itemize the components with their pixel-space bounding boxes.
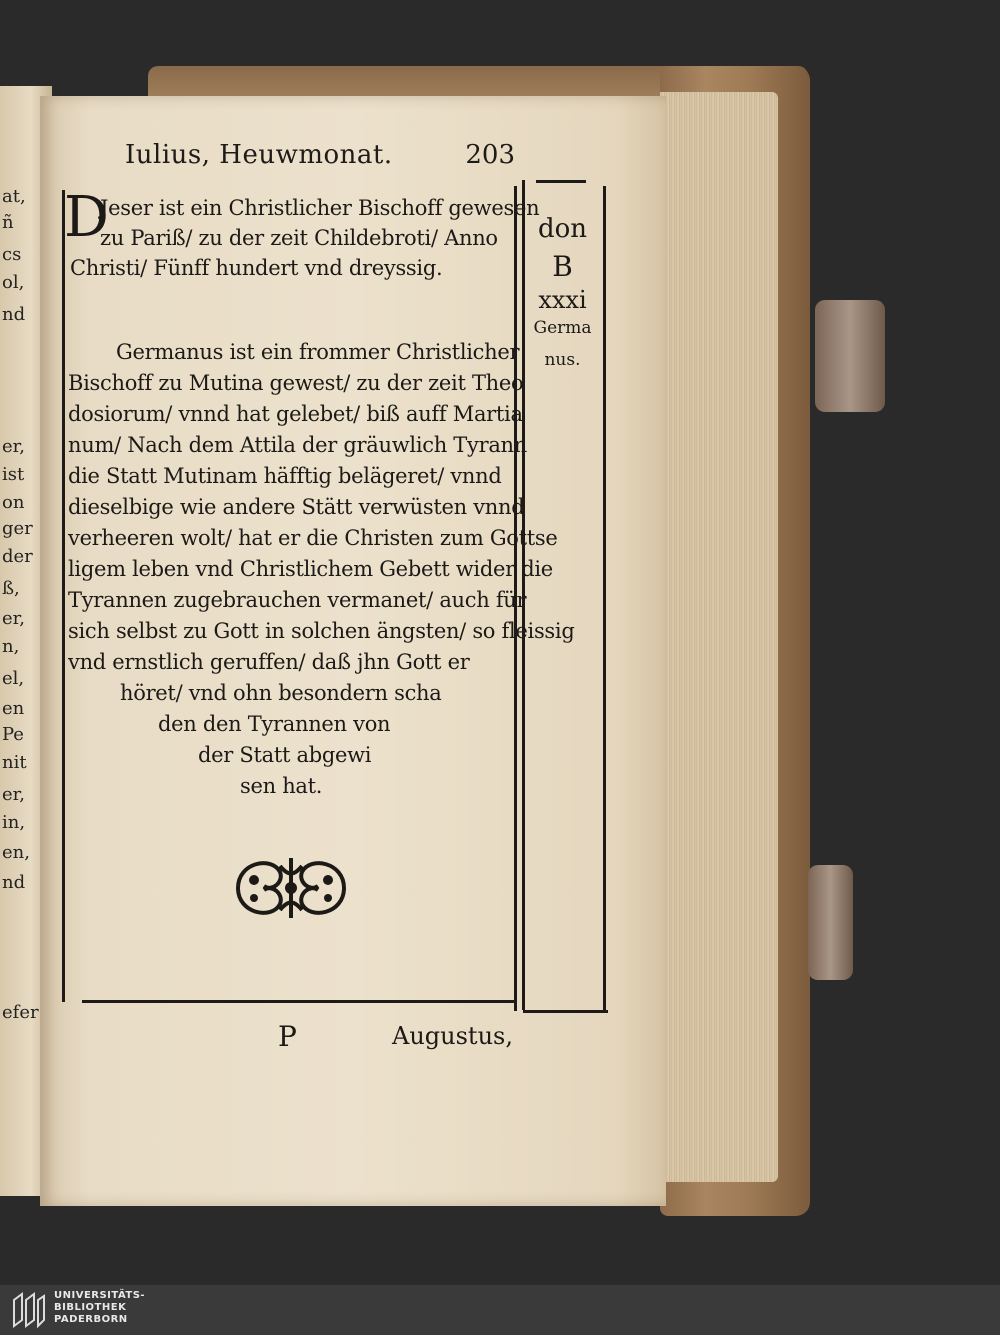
left-page-fragment: cs xyxy=(2,244,22,265)
margin-frame-top-rule xyxy=(536,180,586,183)
left-page-fragment: efer xyxy=(2,1002,39,1023)
left-page-fragment: nd xyxy=(2,304,26,325)
text-line: Jeser ist ein Christlicher Bischoff gewesen xyxy=(100,196,540,220)
text-line: Germanus ist ein frommer Christlicher xyxy=(116,340,520,364)
drop-cap: D xyxy=(64,185,109,250)
catchword: Augustus, xyxy=(392,1022,513,1050)
text-line: sen hat. xyxy=(240,774,323,798)
left-page-fragment: er, xyxy=(2,436,26,457)
text-line: dieselbige wie andere Stätt verwüsten vnnd xyxy=(68,495,525,519)
left-page-fragment: el, xyxy=(2,668,25,689)
page-title: Iulius, Heuwmonat. xyxy=(125,140,393,170)
margin-frame-right-rule xyxy=(603,186,606,1010)
text-line: ligem leben vnd Christlichem Gebett wider die xyxy=(68,557,553,581)
library-name-line1: UNIVERSITÄTS- xyxy=(54,1290,146,1301)
text-line: verheeren wolt/ hat er die Christen zum Gottse xyxy=(68,526,558,550)
left-page-fragment: n, xyxy=(2,636,20,657)
text-line: die Statt Mutinam häfftig belägeret/ vnnd xyxy=(68,464,502,488)
signature-mark: P xyxy=(278,1020,297,1053)
page-edges xyxy=(660,92,778,1182)
library-footer-bar xyxy=(0,1285,1000,1335)
left-page-fragment: er, xyxy=(2,784,26,805)
left-page-fragment: nit xyxy=(2,752,27,773)
margin-note-line: B xyxy=(552,250,573,283)
left-page-fragment: in, xyxy=(2,812,26,833)
left-page-fragment: at, xyxy=(2,186,26,207)
left-page-fragment: Pe xyxy=(2,724,24,745)
left-page-fragment: ist xyxy=(2,464,25,485)
text-line: den den Tyrannen von xyxy=(158,712,391,736)
left-page-fragment: nd xyxy=(2,872,26,893)
left-page-fragment: der xyxy=(2,546,33,567)
text-line: vnd ernstlich geruffen/ daß jhn Gott er xyxy=(68,650,470,674)
left-page-fragment: er, xyxy=(2,608,26,629)
frame-bottom-rule xyxy=(82,1000,515,1003)
text-line: höret/ vnd ohn besondern scha xyxy=(120,681,442,705)
page-number: 203 xyxy=(465,140,515,170)
margin-note-line: don xyxy=(537,214,588,244)
margin-note-line: Germa xyxy=(533,318,592,338)
clasp-top xyxy=(815,300,885,412)
text-line: dosiorum/ vnnd hat gelebet/ biß auff Martia xyxy=(68,402,523,426)
text-line: Christi/ Fünff hundert vnd dreyssig. xyxy=(70,256,443,280)
text-line: der Statt abgewi xyxy=(198,743,372,767)
left-page-fragment: en, xyxy=(2,842,30,863)
left-page-fragment: ñ xyxy=(2,212,14,233)
text-line: Tyrannen zugebrauchen vermanet/ auch für xyxy=(68,588,527,612)
text-line: sich selbst zu Gott in solchen ängsten/ so fleissig xyxy=(68,619,575,643)
frame-left-rule xyxy=(62,190,65,1002)
clasp-bottom xyxy=(808,865,853,980)
text-line: num/ Nach dem Attila der gräuwlich Tyrann xyxy=(68,433,527,457)
printer-ornament-icon xyxy=(232,852,350,924)
margin-note-line: nus. xyxy=(544,350,581,370)
library-name-line2: BIBLIOTHEK xyxy=(54,1302,127,1313)
margin-note-line: xxxi xyxy=(538,286,587,314)
margin-frame-bottom-rule xyxy=(523,1010,608,1013)
left-page-fragment: on xyxy=(2,492,25,513)
left-page-fragment: ß, xyxy=(2,578,20,599)
library-logo-icon xyxy=(8,1290,48,1330)
text-line: zu Pariß/ zu der zeit Childebroti/ Anno xyxy=(100,226,498,250)
left-page-fragment: en xyxy=(2,698,25,719)
left-page-fragment: ol, xyxy=(2,272,25,293)
left-page-fragment: ger xyxy=(2,518,33,539)
page-header xyxy=(125,140,515,180)
library-name-line3: PADERBORN xyxy=(54,1314,128,1325)
text-line: Bischoff zu Mutina gewest/ zu der zeit Theo xyxy=(68,371,524,395)
